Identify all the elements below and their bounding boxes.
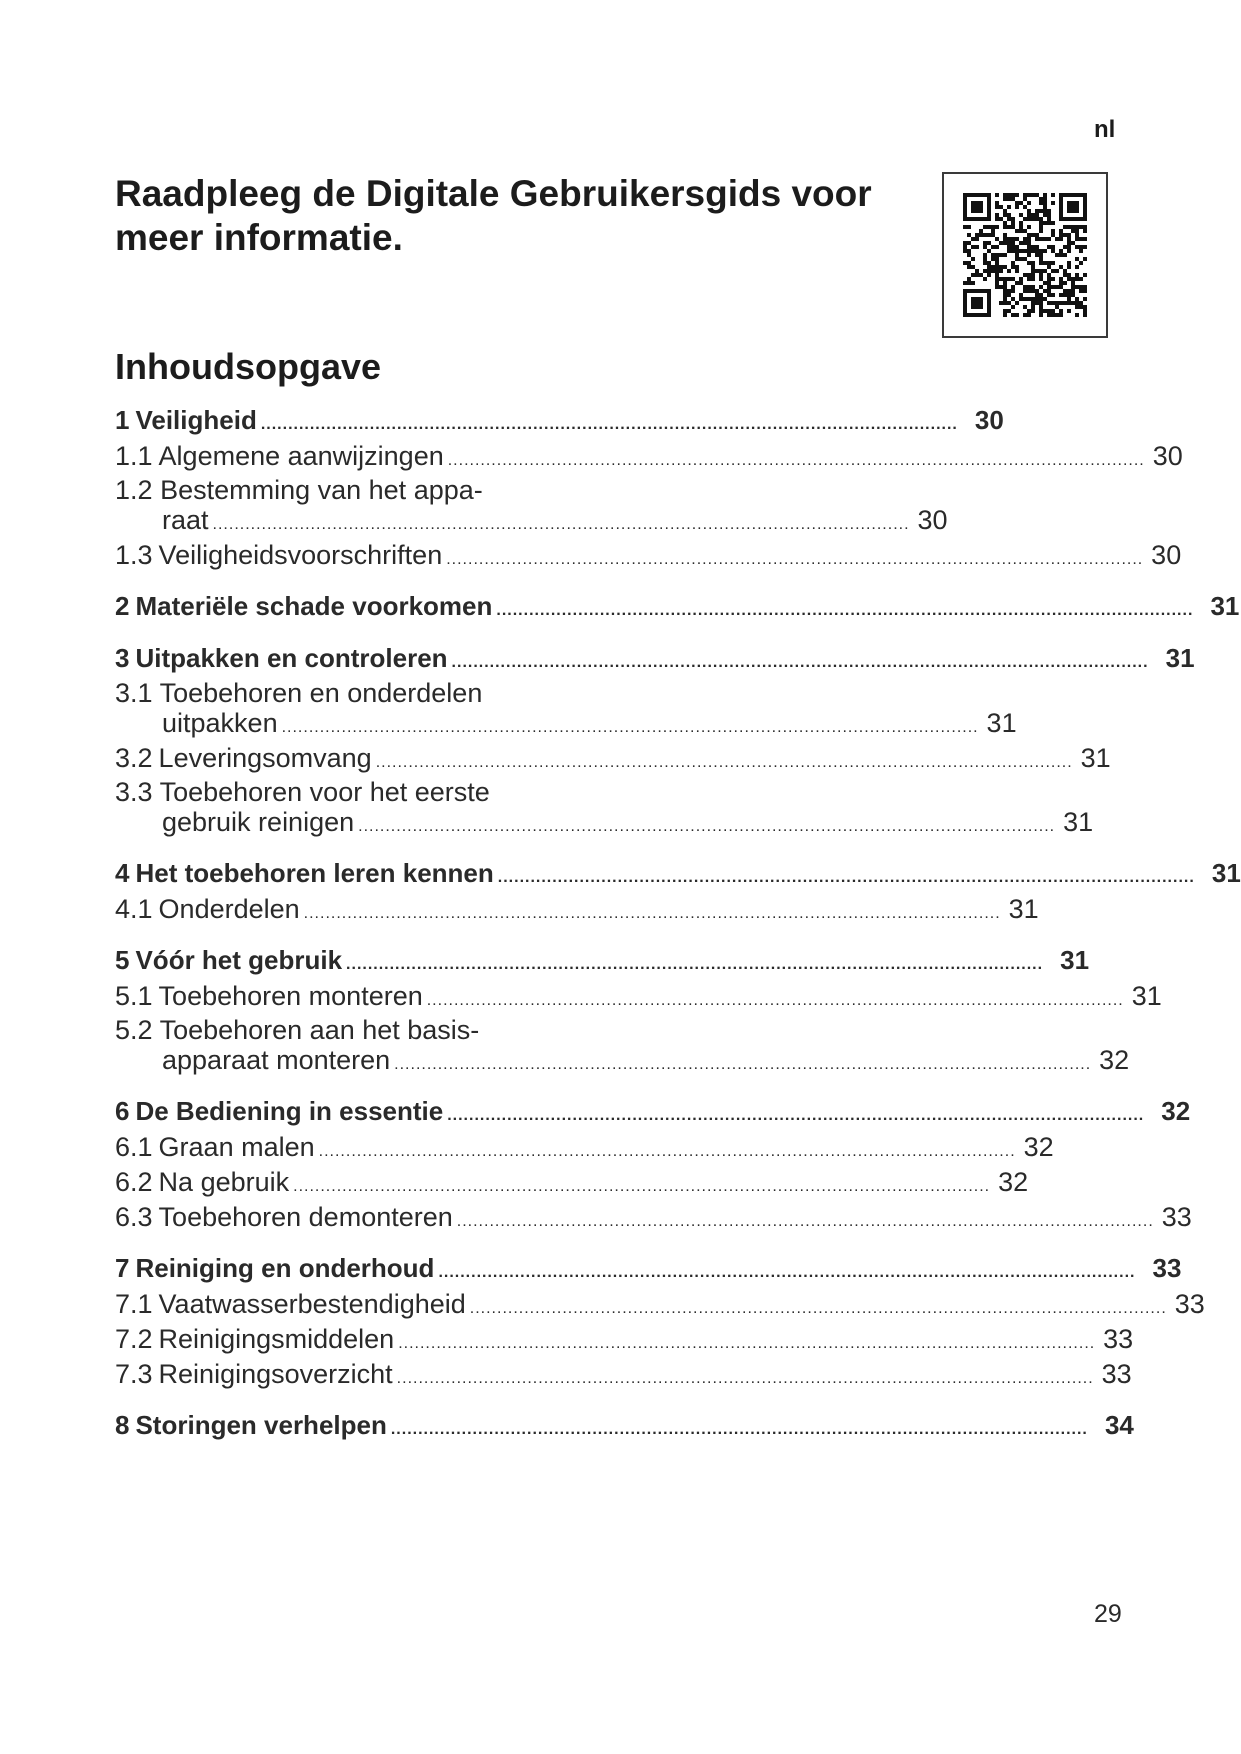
leader-dots	[397, 1359, 1094, 1394]
toc-chapter-line[interactable]	[115, 944, 1090, 981]
leader-dots	[496, 590, 1193, 627]
section-number: 5.1	[115, 981, 153, 1011]
language-code: nl	[1094, 116, 1116, 143]
section-number: 3.3	[115, 777, 153, 807]
toc-section[interactable]	[115, 475, 948, 540]
section-page: 33	[1174, 1289, 1205, 1319]
section-title: Graan malen	[158, 1132, 315, 1162]
toc-chapter	[115, 1095, 1192, 1237]
section-title-continued: gebruik reinigen	[162, 807, 355, 837]
toc-section[interactable]	[115, 441, 1183, 476]
leader-dots	[391, 1409, 1088, 1446]
section-number: 7.2	[115, 1324, 153, 1354]
section-title: Leveringsomvang	[158, 743, 372, 773]
section-title: Onderdelen	[158, 894, 300, 924]
section-first-line	[115, 778, 605, 807]
toc-chapter	[115, 1252, 1205, 1394]
toc-section[interactable]	[115, 678, 1017, 743]
chapter-number: 1	[115, 405, 130, 435]
section-second-line	[115, 505, 948, 540]
section-number: 3.1	[115, 678, 153, 708]
section-title: Reinigingsmiddelen	[158, 1324, 395, 1354]
leader-dots	[447, 1095, 1144, 1132]
section-number: 1.3	[115, 540, 153, 570]
section-page: 31	[1131, 981, 1162, 1011]
section-number: 6.3	[115, 1202, 153, 1232]
toc-chapter-line[interactable]	[115, 404, 1004, 441]
toc-section[interactable]	[115, 1359, 1132, 1394]
chapter-number: 4	[115, 858, 130, 888]
chapter-title: Vóór het gebruik	[135, 945, 343, 975]
chapter-page: 30	[974, 405, 1004, 435]
section-page: 30	[1152, 441, 1183, 471]
toc-chapter-line[interactable]	[115, 1252, 1182, 1289]
section-page: 33	[1101, 1359, 1132, 1389]
section-page: 33	[1161, 1202, 1192, 1232]
toc-chapter-line[interactable]	[115, 1095, 1191, 1132]
section-title-continued: raat	[162, 505, 209, 535]
section-title: Bestemming van het appa-	[160, 475, 483, 505]
section-title: Vaatwasserbestendigheid	[158, 1289, 466, 1319]
toc-section[interactable]	[115, 894, 1039, 929]
section-page: 31	[1080, 743, 1111, 773]
toc-section[interactable]	[115, 540, 1182, 575]
chapter-page: 31	[1165, 643, 1195, 673]
toc-section[interactable]	[115, 1324, 1134, 1359]
leader-dots	[438, 1252, 1135, 1289]
chapter-number: 3	[115, 643, 130, 673]
section-second-line	[115, 807, 1094, 842]
leader-dots	[376, 743, 1073, 778]
chapter-page: 31	[1210, 591, 1240, 621]
toc-chapter	[115, 1409, 1134, 1446]
table-of-contents	[115, 404, 1241, 1461]
section-number: 7.3	[115, 1359, 153, 1389]
leader-dots	[293, 1167, 990, 1202]
section-title: Veiligheidsvoorschriften	[158, 540, 443, 570]
section-page: 30	[1151, 540, 1182, 570]
toc-section[interactable]	[115, 1132, 1054, 1167]
section-second-line	[115, 1045, 1130, 1080]
leader-dots	[457, 1202, 1154, 1237]
section-page: 31	[986, 708, 1017, 738]
section-title: Toebehoren voor het eerste	[159, 777, 490, 807]
toc-chapter-line[interactable]	[115, 590, 1240, 627]
section-number: 3.2	[115, 743, 153, 773]
toc-chapter-line[interactable]	[115, 642, 1195, 679]
leader-dots	[358, 807, 1055, 842]
chapter-number: 5	[115, 945, 130, 975]
leader-dots	[446, 540, 1143, 575]
section-page: 30	[917, 505, 948, 535]
chapter-title: Het toebehoren leren kennen	[135, 858, 494, 888]
chapter-page: 31	[1211, 858, 1241, 888]
toc-chapter	[115, 642, 1195, 842]
leader-dots	[261, 404, 958, 441]
qr-code[interactable]	[942, 172, 1108, 338]
toc-section[interactable]	[115, 981, 1162, 1016]
chapter-title: Uitpakken en controleren	[135, 643, 448, 673]
chapter-number: 7	[115, 1253, 130, 1283]
leader-dots	[304, 894, 1001, 929]
chapter-page: 32	[1161, 1096, 1191, 1126]
section-number: 7.1	[115, 1289, 153, 1319]
section-page: 33	[1103, 1324, 1134, 1354]
chapter-number: 2	[115, 591, 130, 621]
section-number: 1.2	[115, 475, 153, 505]
toc-chapter	[115, 404, 1183, 575]
section-title: Algemene aanwijzingen	[158, 441, 444, 471]
section-first-line	[115, 476, 605, 505]
toc-chapter	[115, 944, 1162, 1080]
section-page: 31	[1063, 807, 1094, 837]
qr-code-icon	[959, 189, 1091, 321]
chapter-title: De Bediening in essentie	[135, 1096, 444, 1126]
section-title-continued: apparaat monteren	[162, 1045, 391, 1075]
leader-dots	[470, 1289, 1167, 1324]
section-title: Toebehoren en onderdelen	[159, 678, 483, 708]
chapter-page: 34	[1104, 1410, 1134, 1440]
section-page: 31	[1008, 894, 1039, 924]
section-first-line	[115, 679, 605, 708]
chapter-title: Reiniging en onderhoud	[135, 1253, 435, 1283]
section-second-line	[115, 708, 1017, 743]
section-page: 32	[998, 1167, 1029, 1197]
leader-dots	[213, 505, 910, 540]
leader-dots	[398, 1324, 1095, 1359]
toc-chapter	[115, 857, 1241, 929]
leader-dots	[427, 981, 1124, 1016]
section-number: 4.1	[115, 894, 153, 924]
chapter-number: 8	[115, 1410, 130, 1440]
chapter-title: Materiële schade voorkomen	[135, 591, 493, 621]
section-title: Toebehoren demonteren	[158, 1202, 453, 1232]
section-number: 1.1	[115, 441, 153, 471]
section-number: 6.1	[115, 1132, 153, 1162]
chapter-title: Storingen verhelpen	[135, 1410, 387, 1440]
toc-section[interactable]	[115, 1202, 1192, 1237]
leader-dots	[448, 441, 1145, 476]
page-number: 29	[1094, 1600, 1122, 1628]
toc-section[interactable]	[115, 1167, 1029, 1202]
toc-section[interactable]	[115, 743, 1111, 778]
toc-title: Inhoudsopgave	[115, 346, 382, 387]
leader-dots	[394, 1045, 1091, 1080]
section-title: Toebehoren aan het basis-	[159, 1015, 480, 1045]
toc-section[interactable]	[115, 1289, 1205, 1324]
leader-dots	[319, 1132, 1016, 1167]
leader-dots	[282, 708, 979, 743]
section-title: Toebehoren monteren	[158, 981, 423, 1011]
section-title-continued: uitpakken	[162, 708, 278, 738]
leader-dots	[452, 642, 1149, 679]
chapter-number: 6	[115, 1096, 130, 1126]
section-number: 6.2	[115, 1167, 153, 1197]
section-page: 32	[1099, 1045, 1130, 1075]
toc-section[interactable]	[115, 777, 1094, 842]
section-page: 32	[1023, 1132, 1054, 1162]
digital-guide-headline: Raadpleeg de Digitale Gebruikersgids voor meer informatie.	[115, 173, 872, 258]
toc-chapter-line[interactable]	[115, 857, 1241, 894]
chapter-page: 31	[1060, 945, 1090, 975]
toc-section[interactable]	[115, 1015, 1130, 1080]
leader-dots	[346, 944, 1043, 981]
chapter-title: Veiligheid	[135, 405, 257, 435]
section-title: Na gebruik	[158, 1167, 290, 1197]
chapter-page: 33	[1152, 1253, 1182, 1283]
section-number: 5.2	[115, 1015, 153, 1045]
toc-chapter-line[interactable]	[115, 1409, 1134, 1446]
section-title: Reinigingsoverzicht	[158, 1359, 393, 1389]
section-first-line	[115, 1016, 605, 1045]
toc-chapter	[115, 590, 1240, 627]
leader-dots	[498, 857, 1195, 894]
